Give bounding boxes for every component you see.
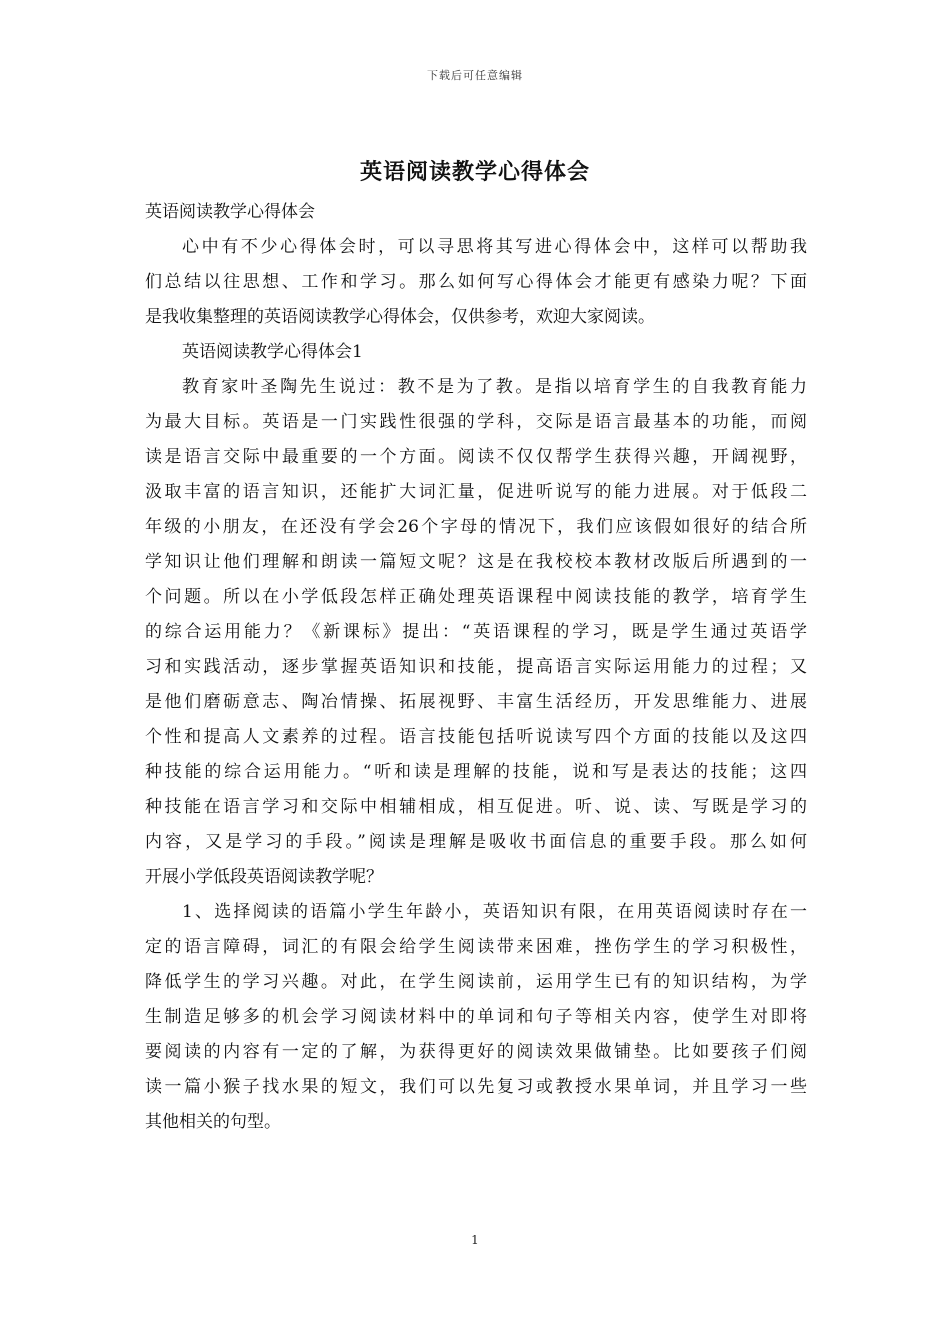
paragraph-line: 个性和提高人文素养的过程。语言技能包括听说读写四个方面的技能以及这四 — [145, 727, 807, 747]
paragraph-line: 读一篇小猴子找水果的短文，我们可以先复习或教授水果单词，并且学习一些 — [145, 1077, 807, 1097]
paragraph-line: 心中有不少心得体会时，可以寻思将其写进心得体会中，这样可以帮助我 — [182, 237, 807, 257]
header-note: 下载后可任意编辑 — [427, 69, 523, 82]
page-number: 1 — [471, 1233, 479, 1247]
paragraph-line: 1、选择阅读的语篇小学生年龄小，英语知识有限，在用英语阅读时存在一 — [182, 902, 807, 922]
paragraph-line: 生制造足够多的机会学习阅读材料中的单词和句子等相关内容，使学生对即将 — [145, 1007, 807, 1027]
paragraph-line: 要阅读的内容有一定的了解，为获得更好的阅读效果做铺垫。比如要孩子们阅 — [145, 1042, 807, 1062]
paragraph-line: 学知识让他们理解和朗读一篇短文呢？这是在我校校本教材改版后所遇到的一 — [145, 552, 807, 572]
paragraph-line: 为最大目标。英语是一门实践性很强的学科，交际是语言最基本的功能，而阅 — [145, 412, 807, 432]
document-body — [145, 195, 807, 1140]
paragraph-line: 是我收集整理的英语阅读教学心得体会，仅供参考，欢迎大家阅读。 — [145, 307, 655, 327]
paragraph-line: 个问题。所以在小学低段怎样正确处理英语课程中阅读技能的教学，培育学生 — [145, 587, 807, 607]
paragraph-line: 其他相关的句型。 — [145, 1112, 281, 1132]
paragraph-line: 种技能的综合运用能力。“听和读是理解的技能，说和写是表达的技能；这四 — [145, 762, 807, 782]
paragraph-line: 习和实践活动，逐步掌握英语知识和技能，提高语言实际运用能力的过程；又 — [145, 657, 807, 677]
paragraph-line: 汲取丰富的语言知识，还能扩大词汇量，促进听说写的能力进展。对于低段二 — [145, 482, 807, 502]
paragraph-line: 们总结以往思想、工作和学习。那么如何写心得体会才能更有感染力呢？下面 — [145, 272, 807, 292]
paragraph-line: 是他们磨砺意志、陶冶情操、拓展视野、丰富生活经历，开发思维能力、进展 — [145, 692, 807, 712]
paragraph-line: 的综合运用能力？《新课标》提出：“英语课程的学习，既是学生通过英语学 — [145, 622, 807, 642]
paragraph-line: 开展小学低段英语阅读教学呢？ — [145, 867, 383, 887]
paragraph-line: 降低学生的学习兴趣。对此，在学生阅读前，运用学生已有的知识结构，为学 — [145, 972, 807, 992]
section-heading: 英语阅读教学心得体会1 — [182, 342, 363, 362]
paragraph-line: 读是语言交际中最重要的一个方面。阅读不仅仅帮学生获得兴趣，开阔视野， — [145, 447, 807, 467]
paragraph-line: 种技能在语言学习和交际中相辅相成，相互促进。听、说、读、写既是学习的 — [145, 797, 807, 817]
subtitle-line: 英语阅读教学心得体会 — [145, 202, 315, 222]
paragraph-line: 教育家叶圣陶先生说过：教不是为了教。是指以培育学生的自我教育能力 — [182, 377, 807, 397]
paragraph-line: 定的语言障碍，词汇的有限会给学生阅读带来困难，挫伤学生的学习积极性， — [145, 937, 807, 957]
document-title: 英语阅读教学心得体会 — [359, 159, 590, 185]
paragraph-line: 年级的小朋友，在还没有学会26个字母的情况下，我们应该假如很好的结合所 — [145, 517, 807, 537]
paragraph-line: 内容，又是学习的手段。”阅读是理解是吸收书面信息的重要手段。那么如何 — [145, 832, 807, 852]
